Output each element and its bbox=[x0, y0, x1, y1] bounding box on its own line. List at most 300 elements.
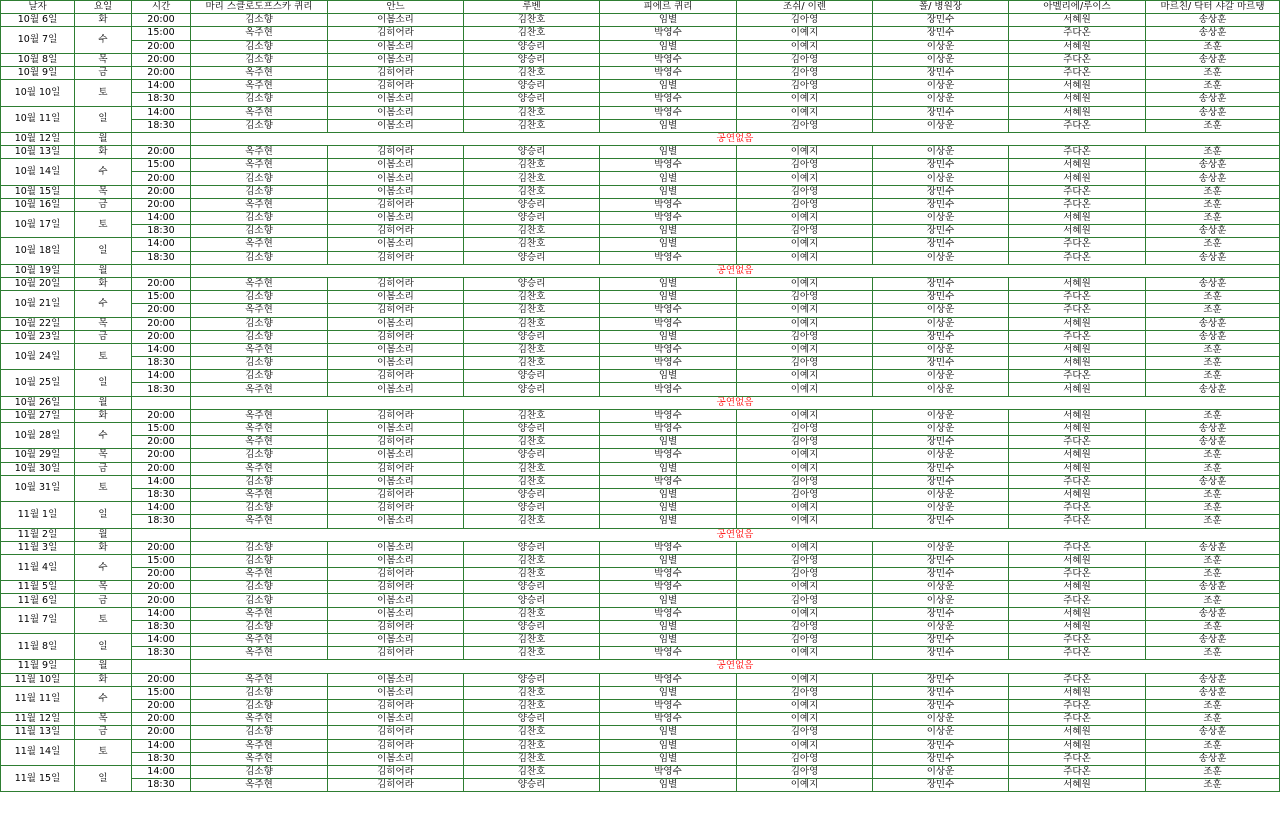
cast-ruben: 김찬호 bbox=[464, 27, 600, 40]
cast-amelie-louis: 주다온 bbox=[1009, 647, 1146, 660]
cast-pierre-curie: 박영수 bbox=[600, 568, 737, 581]
cast-josh-irene: 김아영 bbox=[737, 291, 873, 304]
table-row bbox=[1, 436, 1280, 449]
cast-josh-irene: 이예지 bbox=[737, 607, 873, 620]
header-marie-curie: 마리 스클로도프스카 퀴리 bbox=[191, 1, 328, 14]
cast-marcin-chagall: 조훈 bbox=[1146, 304, 1280, 317]
cast-marcin-chagall: 송상훈 bbox=[1146, 251, 1280, 264]
weekday-cell: 금 bbox=[75, 330, 132, 343]
weekday-cell: 화 bbox=[75, 277, 132, 290]
cast-paul-director: 장민수 bbox=[873, 185, 1009, 198]
cast-pierre-curie: 임별 bbox=[600, 739, 737, 752]
cast-marie-curie: 옥주현 bbox=[191, 713, 328, 726]
cast-pierre-curie: 박영수 bbox=[600, 251, 737, 264]
time-cell-empty bbox=[132, 132, 191, 145]
cast-amelie-louis: 주다온 bbox=[1009, 66, 1146, 79]
cast-pierre-curie: 임별 bbox=[600, 726, 737, 739]
cast-josh-irene: 이예지 bbox=[737, 673, 873, 686]
cast-amelie-louis: 주다온 bbox=[1009, 673, 1146, 686]
cast-josh-irene: 김아영 bbox=[737, 475, 873, 488]
cast-marcin-chagall: 송상훈 bbox=[1146, 541, 1280, 554]
cast-marie-curie: 옥주현 bbox=[191, 80, 328, 93]
date-cell: 10월 9일 bbox=[1, 66, 75, 79]
cast-josh-irene: 김아영 bbox=[737, 594, 873, 607]
cast-marie-curie: 김소향 bbox=[191, 317, 328, 330]
cast-paul-director: 장민수 bbox=[873, 673, 1009, 686]
cast-marie-curie: 옥주현 bbox=[191, 779, 328, 792]
table-row bbox=[1, 330, 1280, 343]
weekday-cell: 일 bbox=[75, 238, 132, 264]
cast-josh-irene: 이예지 bbox=[737, 449, 873, 462]
cast-anne: 김히어라 bbox=[328, 779, 464, 792]
cast-ruben: 김찬호 bbox=[464, 647, 600, 660]
header-marcin-chagall: 마르친/ 닥터 샤갈 마르탱 bbox=[1146, 1, 1280, 14]
cast-pierre-curie: 박영수 bbox=[600, 106, 737, 119]
cast-pierre-curie: 임별 bbox=[600, 620, 737, 633]
table-row bbox=[1, 779, 1280, 792]
cast-pierre-curie: 박영수 bbox=[600, 449, 737, 462]
cast-marie-curie: 옥주현 bbox=[191, 146, 328, 159]
cast-josh-irene: 이예지 bbox=[737, 304, 873, 317]
time-cell: 18:30 bbox=[132, 515, 191, 528]
cast-amelie-louis: 주다온 bbox=[1009, 370, 1146, 383]
table-row bbox=[1, 607, 1280, 620]
cast-amelie-louis: 주다온 bbox=[1009, 475, 1146, 488]
date-cell: 10월 25일 bbox=[1, 370, 75, 396]
table-row bbox=[1, 27, 1280, 40]
cast-pierre-curie: 임별 bbox=[600, 488, 737, 501]
cast-josh-irene: 이예지 bbox=[737, 146, 873, 159]
cast-josh-irene: 김아영 bbox=[737, 568, 873, 581]
cast-ruben: 김찬호 bbox=[464, 739, 600, 752]
cast-marcin-chagall: 조훈 bbox=[1146, 146, 1280, 159]
cast-ruben: 김찬호 bbox=[464, 66, 600, 79]
cast-amelie-louis: 서혜원 bbox=[1009, 554, 1146, 567]
cast-anne: 이봄소리 bbox=[328, 357, 464, 370]
cast-ruben: 김찬호 bbox=[464, 106, 600, 119]
time-cell: 15:00 bbox=[132, 686, 191, 699]
cast-anne: 이봄소리 bbox=[328, 291, 464, 304]
cast-anne: 김히어라 bbox=[328, 146, 464, 159]
cast-ruben: 김찬호 bbox=[464, 699, 600, 712]
cast-amelie-louis: 서혜원 bbox=[1009, 686, 1146, 699]
cast-paul-director: 장민수 bbox=[873, 330, 1009, 343]
cast-paul-director: 이상운 bbox=[873, 304, 1009, 317]
cast-amelie-louis: 주다온 bbox=[1009, 238, 1146, 251]
time-cell: 20:00 bbox=[132, 304, 191, 317]
weekday-cell: 일 bbox=[75, 634, 132, 660]
cast-pierre-curie: 박영수 bbox=[600, 317, 737, 330]
date-cell: 11월 3일 bbox=[1, 541, 75, 554]
table-row bbox=[1, 673, 1280, 686]
cast-paul-director: 장민수 bbox=[873, 752, 1009, 765]
cast-amelie-louis: 서혜원 bbox=[1009, 93, 1146, 106]
weekday-cell: 금 bbox=[75, 726, 132, 739]
cast-marcin-chagall: 조훈 bbox=[1146, 449, 1280, 462]
cast-josh-irene: 이예지 bbox=[737, 647, 873, 660]
weekday-cell: 토 bbox=[75, 343, 132, 369]
weekday-cell: 수 bbox=[75, 291, 132, 317]
cast-marie-curie: 옥주현 bbox=[191, 238, 328, 251]
cast-pierre-curie: 임별 bbox=[600, 80, 737, 93]
time-cell: 20:00 bbox=[132, 172, 191, 185]
cast-anne: 김히어라 bbox=[328, 581, 464, 594]
cast-anne: 김히어라 bbox=[328, 765, 464, 778]
cast-marie-curie: 옥주현 bbox=[191, 423, 328, 436]
cast-josh-irene: 김아영 bbox=[737, 726, 873, 739]
cast-paul-director: 장민수 bbox=[873, 779, 1009, 792]
cast-marcin-chagall: 조훈 bbox=[1146, 515, 1280, 528]
date-cell: 10월 30일 bbox=[1, 462, 75, 475]
cast-amelie-louis: 서혜원 bbox=[1009, 449, 1146, 462]
cast-anne: 김히어라 bbox=[328, 568, 464, 581]
cast-paul-director: 이상운 bbox=[873, 765, 1009, 778]
cast-ruben: 양승리 bbox=[464, 488, 600, 501]
cast-josh-irene: 김아영 bbox=[737, 159, 873, 172]
cast-marie-curie: 옥주현 bbox=[191, 673, 328, 686]
weekday-cell: 토 bbox=[75, 739, 132, 765]
table-row bbox=[1, 568, 1280, 581]
cast-josh-irene: 김아영 bbox=[737, 185, 873, 198]
cast-amelie-louis: 서혜원 bbox=[1009, 607, 1146, 620]
time-cell: 15:00 bbox=[132, 159, 191, 172]
no-show-label: 공연없음 bbox=[191, 264, 1280, 277]
cast-amelie-louis: 주다온 bbox=[1009, 304, 1146, 317]
cast-anne: 이봄소리 bbox=[328, 594, 464, 607]
cast-anne: 김히어라 bbox=[328, 198, 464, 211]
time-cell: 18:30 bbox=[132, 93, 191, 106]
cast-marie-curie: 옥주현 bbox=[191, 752, 328, 765]
table-row bbox=[1, 409, 1280, 422]
cast-ruben: 양승리 bbox=[464, 198, 600, 211]
weekday-cell: 토 bbox=[75, 80, 132, 106]
cast-paul-director: 이상운 bbox=[873, 449, 1009, 462]
table-row bbox=[1, 423, 1280, 436]
cast-marie-curie: 옥주현 bbox=[191, 647, 328, 660]
cast-amelie-louis: 주다온 bbox=[1009, 713, 1146, 726]
cast-marcin-chagall: 송상훈 bbox=[1146, 475, 1280, 488]
cast-marie-curie: 김소향 bbox=[191, 251, 328, 264]
cast-anne: 이봄소리 bbox=[328, 383, 464, 396]
time-cell: 14:00 bbox=[132, 502, 191, 515]
cast-pierre-curie: 박영수 bbox=[600, 765, 737, 778]
date-cell: 10월 27일 bbox=[1, 409, 75, 422]
cast-ruben: 양승리 bbox=[464, 620, 600, 633]
time-cell: 20:00 bbox=[132, 581, 191, 594]
header-ruben: 루벤 bbox=[464, 1, 600, 14]
cast-anne: 이봄소리 bbox=[328, 185, 464, 198]
date-cell: 10월 18일 bbox=[1, 238, 75, 264]
cast-paul-director: 장민수 bbox=[873, 225, 1009, 238]
cast-amelie-louis: 서혜원 bbox=[1009, 40, 1146, 53]
time-cell: 14:00 bbox=[132, 475, 191, 488]
cast-marie-curie: 김소향 bbox=[191, 686, 328, 699]
date-cell: 10월 26일 bbox=[1, 396, 75, 409]
cast-marie-curie: 옥주현 bbox=[191, 607, 328, 620]
cast-anne: 이봄소리 bbox=[328, 119, 464, 132]
table-row bbox=[1, 515, 1280, 528]
date-cell: 10월 12일 bbox=[1, 132, 75, 145]
cast-josh-irene: 이예지 bbox=[737, 779, 873, 792]
cast-paul-director: 이상운 bbox=[873, 146, 1009, 159]
cast-pierre-curie: 박영수 bbox=[600, 673, 737, 686]
cast-pierre-curie: 임별 bbox=[600, 554, 737, 567]
cast-ruben: 김찬호 bbox=[464, 634, 600, 647]
header-josh-irene: 조쉬/ 이렌 bbox=[737, 1, 873, 14]
cast-marie-curie: 옥주현 bbox=[191, 436, 328, 449]
date-cell: 10월 19일 bbox=[1, 264, 75, 277]
cast-josh-irene: 김아영 bbox=[737, 488, 873, 501]
cast-anne: 김히어라 bbox=[328, 251, 464, 264]
cast-marie-curie: 옥주현 bbox=[191, 462, 328, 475]
weekday-cell: 일 bbox=[75, 106, 132, 132]
cast-marie-curie: 김소향 bbox=[191, 212, 328, 225]
cast-ruben: 양승리 bbox=[464, 383, 600, 396]
cast-ruben: 김찬호 bbox=[464, 752, 600, 765]
cast-amelie-louis: 주다온 bbox=[1009, 436, 1146, 449]
table-row bbox=[1, 304, 1280, 317]
date-cell: 10월 10일 bbox=[1, 80, 75, 106]
cast-ruben: 김찬호 bbox=[464, 686, 600, 699]
cast-marcin-chagall: 조훈 bbox=[1146, 554, 1280, 567]
time-cell: 20:00 bbox=[132, 330, 191, 343]
cast-anne: 김히어라 bbox=[328, 277, 464, 290]
time-cell: 15:00 bbox=[132, 27, 191, 40]
cast-pierre-curie: 임별 bbox=[600, 40, 737, 53]
cast-marie-curie: 김소향 bbox=[191, 357, 328, 370]
date-cell: 11월 10일 bbox=[1, 673, 75, 686]
cast-amelie-louis: 서혜원 bbox=[1009, 80, 1146, 93]
cast-pierre-curie: 임별 bbox=[600, 502, 737, 515]
cast-anne: 이봄소리 bbox=[328, 607, 464, 620]
cast-amelie-louis: 주다온 bbox=[1009, 594, 1146, 607]
cast-pierre-curie: 박영수 bbox=[600, 304, 737, 317]
cast-ruben: 김찬호 bbox=[464, 475, 600, 488]
cast-josh-irene: 김아영 bbox=[737, 554, 873, 567]
no-show-label: 공연없음 bbox=[191, 528, 1280, 541]
cast-ruben: 김찬호 bbox=[464, 515, 600, 528]
cast-marcin-chagall: 조훈 bbox=[1146, 488, 1280, 501]
cast-marcin-chagall: 송상훈 bbox=[1146, 317, 1280, 330]
cast-anne: 김히어라 bbox=[328, 409, 464, 422]
table-row bbox=[1, 93, 1280, 106]
time-cell: 18:30 bbox=[132, 383, 191, 396]
weekday-cell: 토 bbox=[75, 475, 132, 501]
cast-pierre-curie: 박영수 bbox=[600, 423, 737, 436]
cast-josh-irene: 이예지 bbox=[737, 370, 873, 383]
time-cell: 20:00 bbox=[132, 185, 191, 198]
cast-pierre-curie: 박영수 bbox=[600, 475, 737, 488]
cast-josh-irene: 이예지 bbox=[737, 238, 873, 251]
date-cell: 11월 8일 bbox=[1, 634, 75, 660]
cast-marcin-chagall: 조훈 bbox=[1146, 779, 1280, 792]
cast-paul-director: 이상운 bbox=[873, 541, 1009, 554]
cast-pierre-curie: 임별 bbox=[600, 146, 737, 159]
date-cell: 10월 22일 bbox=[1, 317, 75, 330]
cast-pierre-curie: 박영수 bbox=[600, 53, 737, 66]
weekday-cell: 목 bbox=[75, 581, 132, 594]
cast-ruben: 김찬호 bbox=[464, 554, 600, 567]
weekday-cell: 화 bbox=[75, 541, 132, 554]
table-row bbox=[1, 765, 1280, 778]
table-row-off bbox=[1, 660, 1280, 673]
cast-pierre-curie: 임별 bbox=[600, 330, 737, 343]
cast-pierre-curie: 임별 bbox=[600, 779, 737, 792]
weekday-cell: 화 bbox=[75, 409, 132, 422]
cast-ruben: 양승리 bbox=[464, 449, 600, 462]
cast-ruben: 양승리 bbox=[464, 370, 600, 383]
cast-marie-curie: 옥주현 bbox=[191, 568, 328, 581]
cast-paul-director: 장민수 bbox=[873, 198, 1009, 211]
header-anne: 안느 bbox=[328, 1, 464, 14]
time-cell: 18:30 bbox=[132, 779, 191, 792]
cast-marie-curie: 김소향 bbox=[191, 40, 328, 53]
cast-paul-director: 이상운 bbox=[873, 726, 1009, 739]
cast-anne: 이봄소리 bbox=[328, 686, 464, 699]
time-cell: 20:00 bbox=[132, 541, 191, 554]
date-cell: 11월 14일 bbox=[1, 739, 75, 765]
cast-anne: 이봄소리 bbox=[328, 317, 464, 330]
cast-paul-director: 이상운 bbox=[873, 409, 1009, 422]
cast-josh-irene: 김아영 bbox=[737, 620, 873, 633]
table-row bbox=[1, 80, 1280, 93]
cast-ruben: 양승리 bbox=[464, 93, 600, 106]
cast-marie-curie: 옥주현 bbox=[191, 106, 328, 119]
cast-marie-curie: 김소향 bbox=[191, 581, 328, 594]
cast-anne: 김히어라 bbox=[328, 225, 464, 238]
table-row-off bbox=[1, 528, 1280, 541]
table-row bbox=[1, 647, 1280, 660]
cast-ruben: 양승리 bbox=[464, 277, 600, 290]
no-show-label: 공연없음 bbox=[191, 396, 1280, 409]
cast-anne: 김히어라 bbox=[328, 370, 464, 383]
cast-paul-director: 이상운 bbox=[873, 488, 1009, 501]
weekday-cell: 일 bbox=[75, 370, 132, 396]
cast-ruben: 김찬호 bbox=[464, 238, 600, 251]
cast-anne: 이봄소리 bbox=[328, 53, 464, 66]
time-cell: 18:30 bbox=[132, 647, 191, 660]
time-cell: 15:00 bbox=[132, 554, 191, 567]
cast-ruben: 김찬호 bbox=[464, 462, 600, 475]
cast-marie-curie: 옥주현 bbox=[191, 277, 328, 290]
cast-marie-curie: 김소향 bbox=[191, 594, 328, 607]
cast-marie-curie: 김소향 bbox=[191, 119, 328, 132]
cast-amelie-louis: 서혜원 bbox=[1009, 620, 1146, 633]
cast-marie-curie: 옥주현 bbox=[191, 304, 328, 317]
cast-marie-curie: 김소향 bbox=[191, 726, 328, 739]
cast-pierre-curie: 임별 bbox=[600, 634, 737, 647]
cast-ruben: 김찬호 bbox=[464, 343, 600, 356]
cast-paul-director: 이상운 bbox=[873, 80, 1009, 93]
cast-marie-curie: 김소향 bbox=[191, 620, 328, 633]
time-cell: 20:00 bbox=[132, 568, 191, 581]
table-row bbox=[1, 343, 1280, 356]
cast-marcin-chagall: 조훈 bbox=[1146, 594, 1280, 607]
date-cell: 10월 8일 bbox=[1, 53, 75, 66]
cast-paul-director: 이상운 bbox=[873, 423, 1009, 436]
time-cell: 20:00 bbox=[132, 198, 191, 211]
time-cell: 18:30 bbox=[132, 357, 191, 370]
cast-ruben: 양승리 bbox=[464, 713, 600, 726]
date-cell: 11월 4일 bbox=[1, 554, 75, 580]
cast-ruben: 김찬호 bbox=[464, 357, 600, 370]
table-row bbox=[1, 383, 1280, 396]
cast-marie-curie: 김소향 bbox=[191, 765, 328, 778]
cast-pierre-curie: 박영수 bbox=[600, 409, 737, 422]
cast-josh-irene: 이예지 bbox=[737, 212, 873, 225]
cast-pierre-curie: 임별 bbox=[600, 515, 737, 528]
cast-marcin-chagall: 조훈 bbox=[1146, 370, 1280, 383]
cast-anne: 김히어라 bbox=[328, 436, 464, 449]
date-cell: 10월 15일 bbox=[1, 185, 75, 198]
table-row bbox=[1, 53, 1280, 66]
cast-paul-director: 장민수 bbox=[873, 739, 1009, 752]
cast-marie-curie: 김소향 bbox=[191, 14, 328, 27]
cast-anne: 김히어라 bbox=[328, 502, 464, 515]
date-cell: 10월 16일 bbox=[1, 198, 75, 211]
table-row bbox=[1, 594, 1280, 607]
time-cell: 18:30 bbox=[132, 251, 191, 264]
cast-josh-irene: 김아영 bbox=[737, 752, 873, 765]
cast-josh-irene: 이예지 bbox=[737, 93, 873, 106]
cast-ruben: 양승리 bbox=[464, 779, 600, 792]
table-row bbox=[1, 449, 1280, 462]
cast-marcin-chagall: 송상훈 bbox=[1146, 106, 1280, 119]
cast-paul-director: 이상운 bbox=[873, 172, 1009, 185]
cast-pierre-curie: 박영수 bbox=[600, 607, 737, 620]
cast-marcin-chagall: 조훈 bbox=[1146, 357, 1280, 370]
cast-josh-irene: 김아영 bbox=[737, 634, 873, 647]
cast-anne: 이봄소리 bbox=[328, 423, 464, 436]
cast-anne: 이봄소리 bbox=[328, 752, 464, 765]
cast-anne: 이봄소리 bbox=[328, 713, 464, 726]
table-row bbox=[1, 554, 1280, 567]
cast-anne: 김히어라 bbox=[328, 488, 464, 501]
cast-paul-director: 장민수 bbox=[873, 106, 1009, 119]
cast-anne: 이봄소리 bbox=[328, 40, 464, 53]
cast-josh-irene: 김아영 bbox=[737, 686, 873, 699]
cast-amelie-louis: 주다온 bbox=[1009, 330, 1146, 343]
time-cell: 14:00 bbox=[132, 80, 191, 93]
cast-marie-curie: 옥주현 bbox=[191, 739, 328, 752]
cast-paul-director: 장민수 bbox=[873, 357, 1009, 370]
table-row bbox=[1, 40, 1280, 53]
cast-anne: 김히어라 bbox=[328, 304, 464, 317]
date-cell: 10월 23일 bbox=[1, 330, 75, 343]
cast-ruben: 김찬호 bbox=[464, 607, 600, 620]
cast-paul-director: 이상운 bbox=[873, 343, 1009, 356]
time-cell: 20:00 bbox=[132, 673, 191, 686]
cast-marie-curie: 옥주현 bbox=[191, 409, 328, 422]
cast-amelie-louis: 주다온 bbox=[1009, 291, 1146, 304]
cast-ruben: 양승리 bbox=[464, 80, 600, 93]
cast-pierre-curie: 임별 bbox=[600, 225, 737, 238]
date-cell: 11월 1일 bbox=[1, 502, 75, 528]
cast-amelie-louis: 주다온 bbox=[1009, 699, 1146, 712]
cast-marcin-chagall: 송상훈 bbox=[1146, 277, 1280, 290]
cast-pierre-curie: 박영수 bbox=[600, 357, 737, 370]
cast-marcin-chagall: 조훈 bbox=[1146, 502, 1280, 515]
cast-marie-curie: 김소향 bbox=[191, 541, 328, 554]
cast-marcin-chagall: 송상훈 bbox=[1146, 172, 1280, 185]
cast-paul-director: 이상운 bbox=[873, 212, 1009, 225]
cast-marcin-chagall: 송상훈 bbox=[1146, 607, 1280, 620]
cast-paul-director: 장민수 bbox=[873, 14, 1009, 27]
time-cell: 20:00 bbox=[132, 66, 191, 79]
time-cell-empty bbox=[132, 528, 191, 541]
cast-marie-curie: 옥주현 bbox=[191, 488, 328, 501]
cast-paul-director: 장민수 bbox=[873, 699, 1009, 712]
